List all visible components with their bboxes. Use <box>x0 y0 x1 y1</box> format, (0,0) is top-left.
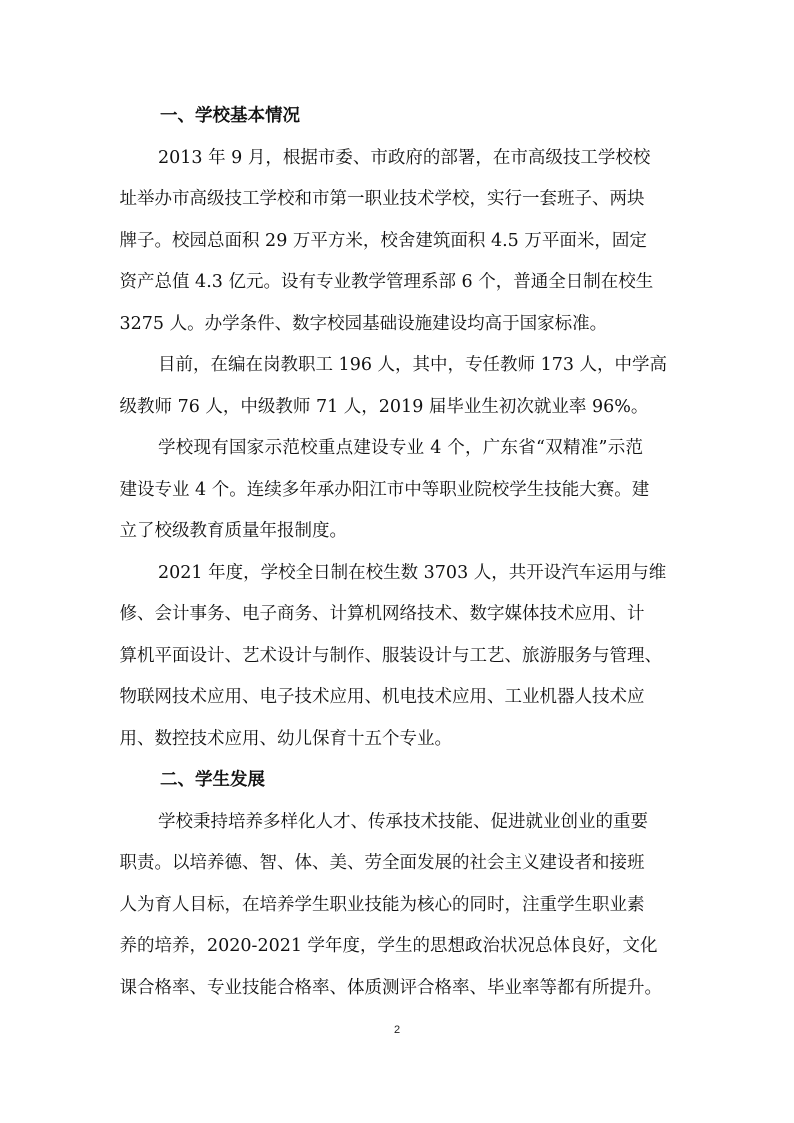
text-line: 养的培养，2020-2021 学年度，学生的思想政治状况总体良好，文化 <box>119 936 658 956</box>
paragraph-student-development <box>119 802 662 1010</box>
text-line: 用、数控技术应用、幼儿保育十五个专业。 <box>119 728 452 749</box>
document-body <box>119 96 668 1009</box>
text-line: 3275 人。办学条件、数字校园基础设施建设均高于国家标准。 <box>119 313 608 334</box>
text-line: 资产总值 4.3 亿元。设有专业教学管理系部 6 个，普通全日制在校生 <box>119 272 654 292</box>
text-line: 立了校级教育质量年报制度。 <box>119 521 347 541</box>
section-heading-student-development: 二、学生发展 <box>160 770 265 790</box>
text-line: 牌子。校园总面积 29 万平方米，校舍建筑面积 4.5 万平面米，固定 <box>119 230 647 251</box>
text-line: 职责。以培养德、智、体、美、劳全面发展的社会主义建设者和接班 <box>119 853 645 873</box>
section-heading-school-basics: 一、学校基本情况 <box>160 106 300 126</box>
text-line: 2021 年度，学校全日制在校生数 3703 人，共开设汽车运用与维 <box>158 562 667 583</box>
page-number: 2 <box>393 1024 401 1036</box>
text-line: 课合格率、专业技能合格率、体质测评合格率、毕业率等都有所提升。 <box>119 977 662 998</box>
text-line: 址举办市高级技工学校和市第一职业技术学校，实行一套班子、两块 <box>119 189 645 209</box>
text-line: 人为育人目标，在培养学生职业技能为核心的同时，注重学生职业素 <box>119 894 645 915</box>
text-line: 学校现有国家示范校重点建设专业 4 个，广东省“双精准”示范 <box>158 438 643 458</box>
text-line: 学校秉持培养多样化人才、传承技术技能、促进就业创业的重要 <box>158 811 648 832</box>
text-line: 物联网技术应用、电子技术应用、机电技术应用、工业机器人技术应 <box>119 687 645 707</box>
text-line: 修、会计事务、电子商务、计算机网络技术、数字媒体技术应用、计 <box>119 604 645 624</box>
paragraph-2021-enrollment <box>119 553 667 761</box>
text-line: 2013 年 9 月，根据市委、市政府的部署，在市高级技工学校校 <box>158 147 651 168</box>
paragraph-school-founding <box>119 138 654 346</box>
text-line: 目前，在编在岗教职工 196 人，其中，专任教师 173 人，中学高 <box>158 355 668 375</box>
paragraph-staff <box>119 345 668 428</box>
text-line: 级教师 76 人，中级教师 71 人，2019 届毕业生初次就业率 96%。 <box>119 396 649 417</box>
paragraph-majors <box>119 428 650 553</box>
text-line: 算机平面设计、艺术设计与制作、服装设计与工艺、旅游服务与管理、 <box>119 645 662 666</box>
text-line: 建设专业 4 个。连续多年承办阳江市中等职业院校学生技能大赛。建 <box>119 479 650 500</box>
